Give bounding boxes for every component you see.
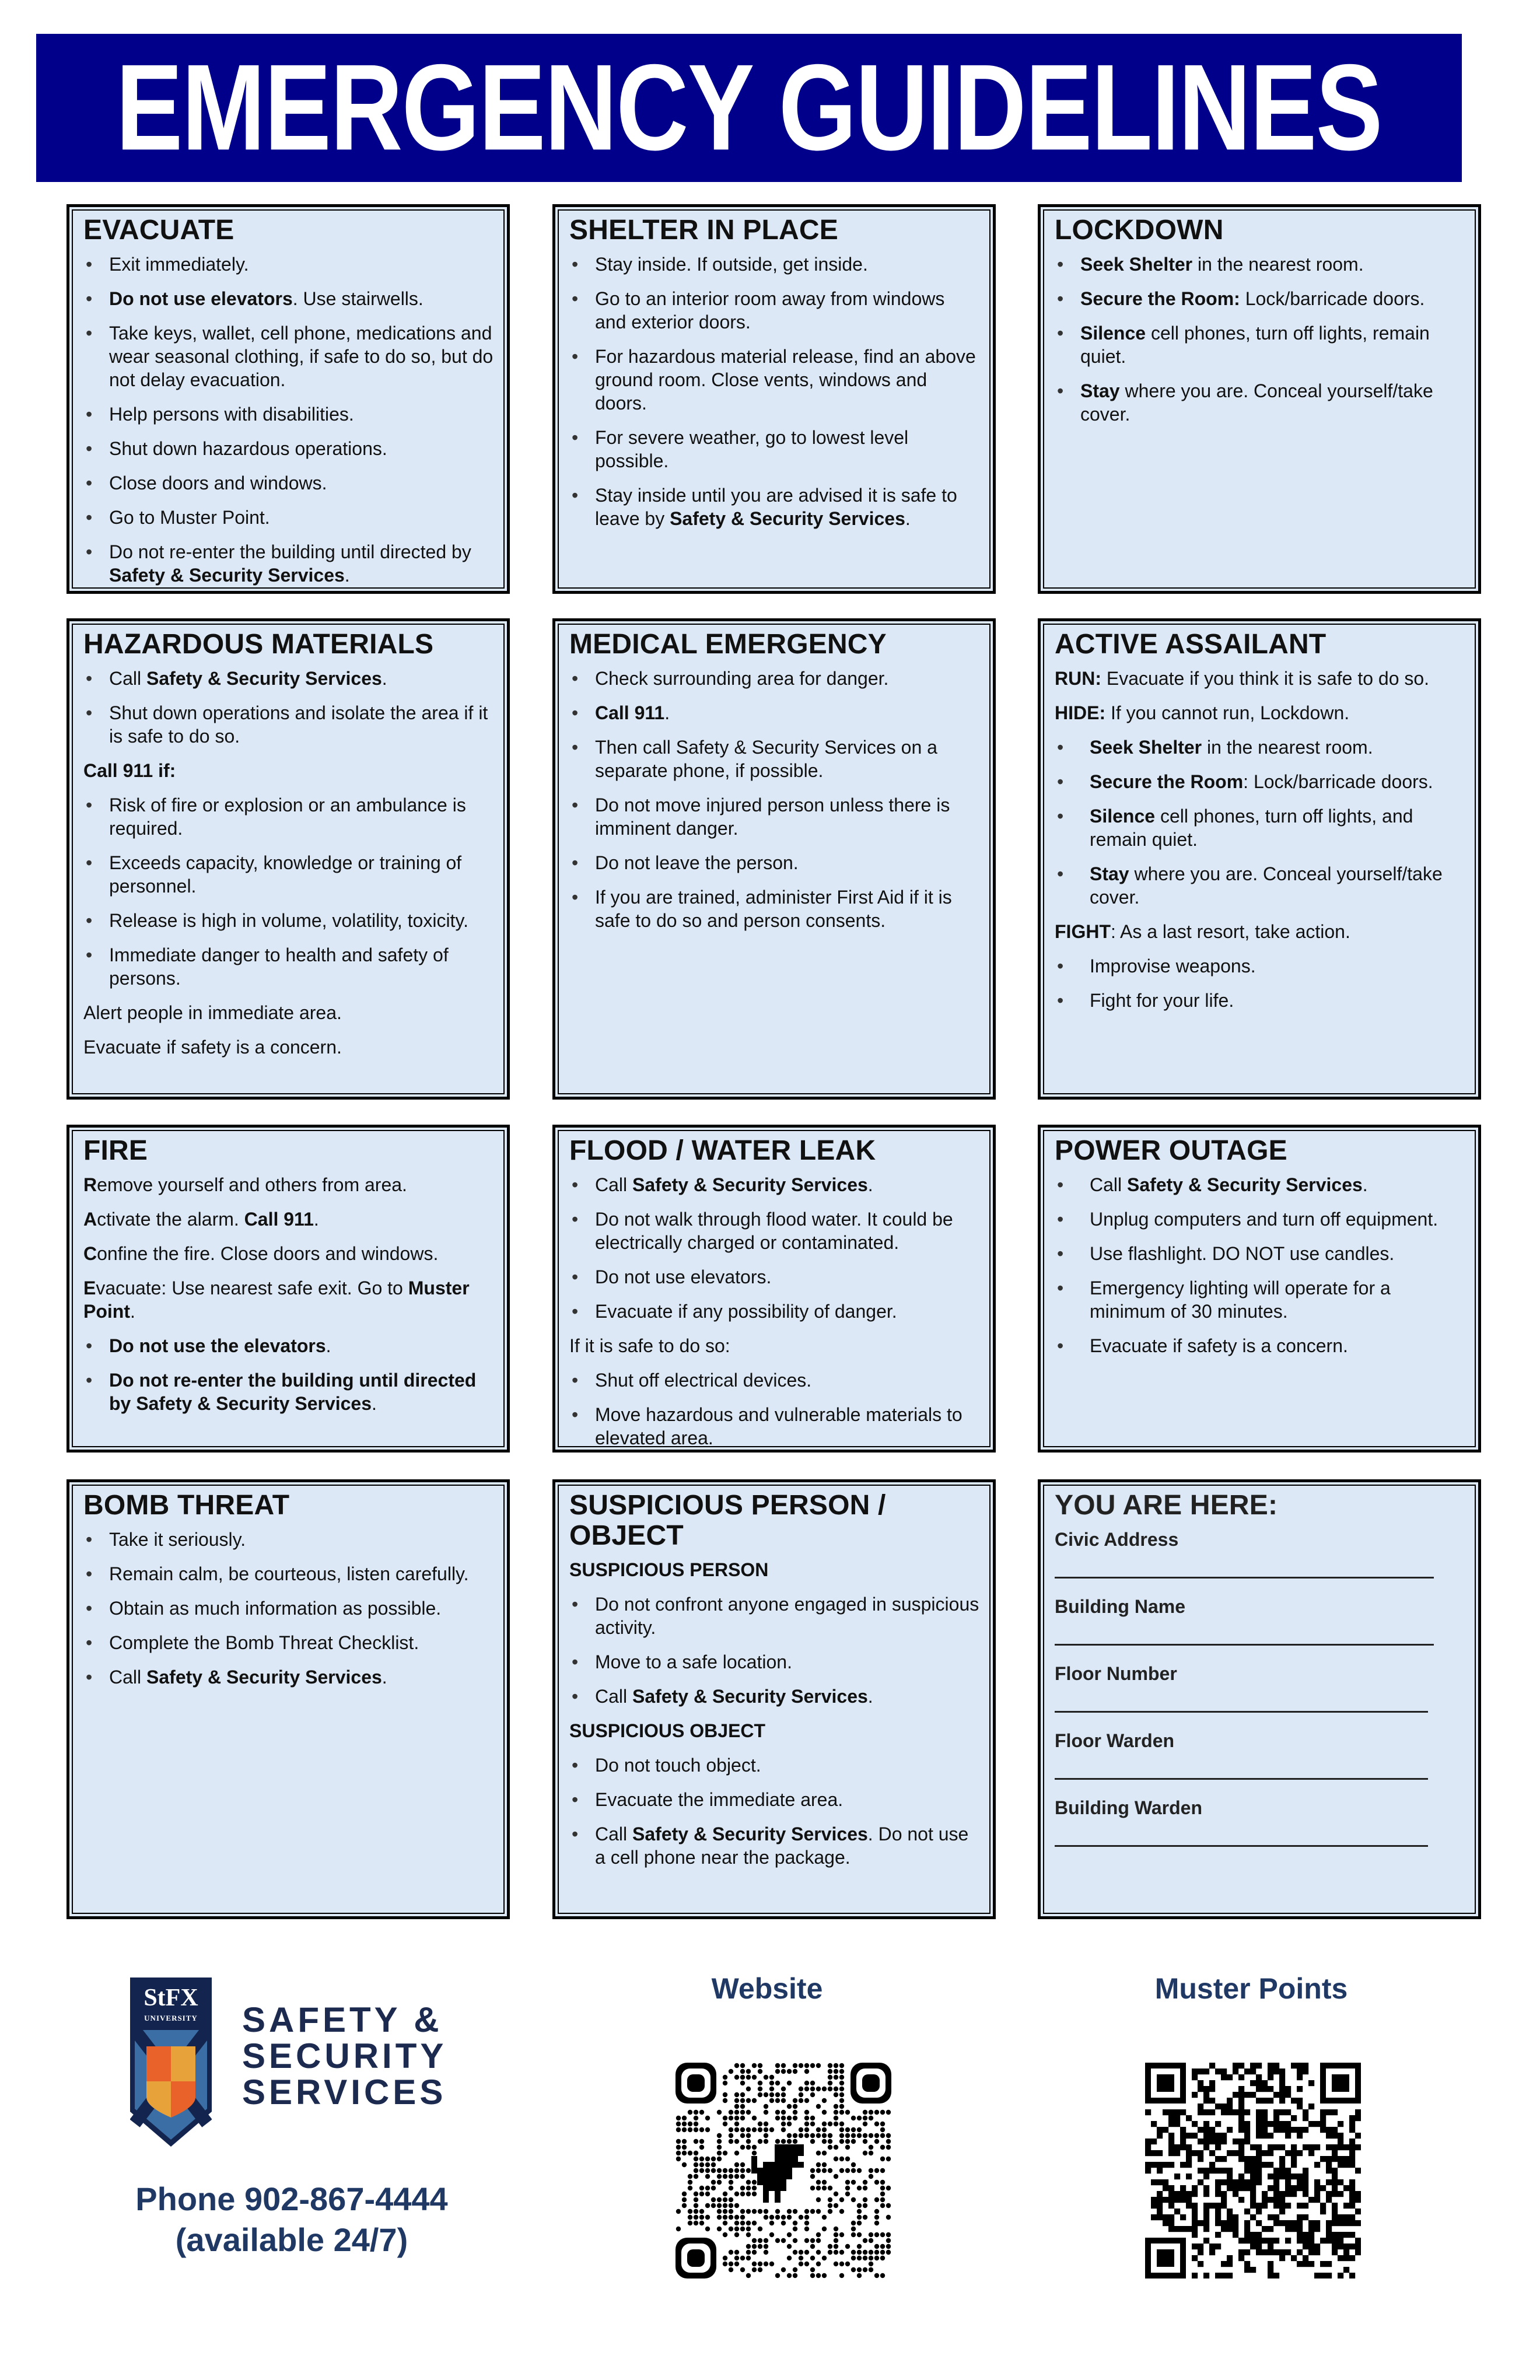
- title-banner: [36, 34, 1462, 182]
- item-text: cell phones, turn off lights, and remain quiet.: [1090, 805, 1413, 850]
- item-text: Call: [595, 1823, 633, 1845]
- list-item: [83, 253, 494, 276]
- phone-number[interactable]: Phone 902-867-4444: [135, 2180, 448, 2217]
- item-text: Shut off electrical devices.: [595, 1369, 812, 1391]
- list-item: [83, 471, 494, 495]
- panel-title: YOU ARE HERE:: [1055, 1490, 1278, 1521]
- race-line: [83, 1242, 494, 1265]
- suspicious-panel: [552, 1479, 996, 1919]
- list-item: [569, 667, 980, 690]
- stfx-shield-icon: [130, 1978, 212, 2147]
- bold-text: Call 911: [244, 1208, 314, 1230]
- list-item: [569, 1650, 980, 1674]
- item-text: Remain calm, be courteous, listen carefully.: [109, 1563, 469, 1584]
- list-item: [1055, 253, 1465, 276]
- race-initial: E: [83, 1277, 96, 1298]
- bold-text: Safety & Security Services: [109, 564, 345, 586]
- list-item: [569, 287, 980, 334]
- website-qr-code[interactable]: [676, 2063, 891, 2278]
- list-item: [83, 1597, 494, 1620]
- run-text: Evacuate if you think it is safe to do so.: [1101, 667, 1430, 689]
- website-label: Website: [711, 1972, 823, 2005]
- location-field-blank[interactable]: [1055, 1845, 1428, 1847]
- suspicious-person-list: [569, 1592, 980, 1708]
- bold-text: Secure the Room: [1090, 771, 1244, 792]
- item-text: Close doors and windows.: [109, 472, 327, 494]
- item-text: Immediate danger to health and safety of persons.: [109, 944, 449, 989]
- list-item: [569, 484, 980, 530]
- list-item: [83, 1665, 494, 1689]
- item-text: Exit immediately.: [109, 253, 249, 275]
- item-text: .: [326, 1335, 331, 1356]
- item-text: Shut down hazardous operations.: [109, 438, 387, 459]
- item-text: Shut down operations and isolate the area if it is safe to do so.: [109, 702, 488, 747]
- item-text: Check surrounding area for danger.: [595, 667, 889, 689]
- list-item: [569, 701, 980, 724]
- lockdown-panel: [1038, 204, 1481, 594]
- hazmat-panel: [66, 618, 510, 1100]
- list-item: [1055, 287, 1465, 310]
- panel-title: POWER OUTAGE: [1055, 1135, 1287, 1166]
- list-item: [83, 851, 494, 898]
- item-text: Use flashlight. DO NOT use candles.: [1090, 1242, 1395, 1264]
- page-title: EMERGENCY GUIDELINES: [116, 39, 1382, 176]
- bomb-panel: [66, 1479, 510, 1919]
- item-text: Evacuate if any possibility of danger.: [595, 1300, 897, 1322]
- power-list: [1055, 1173, 1465, 1357]
- item-text: Call: [109, 667, 147, 689]
- item-text: Risk of fire or explosion or an ambulance is required.: [109, 794, 466, 839]
- item-text: Do not use elevators.: [595, 1266, 772, 1287]
- phone-contact: [82, 2179, 502, 2260]
- list-item: [569, 1822, 980, 1869]
- item-text: Do not leave the person.: [595, 852, 799, 873]
- bold-text: Safety & Security Services: [146, 1666, 382, 1688]
- hide-label: HIDE:: [1055, 702, 1106, 723]
- race-initial: R: [83, 1174, 97, 1195]
- item-text: Stay inside until you are advised it is safe to leave by: [595, 484, 957, 529]
- list-item: [569, 1788, 980, 1811]
- item-text: Go to Muster Point.: [109, 506, 270, 528]
- list-item: [83, 1528, 494, 1551]
- item-text: Exceeds capacity, knowledge or training of personnel.: [109, 852, 462, 897]
- item-text: .: [382, 667, 387, 689]
- item-text: .: [382, 1666, 387, 1688]
- list-item: [83, 667, 494, 690]
- fight-list: [1055, 954, 1465, 1012]
- item-text: Call: [109, 1666, 147, 1688]
- list-item: [1055, 736, 1465, 759]
- race-initial: C: [83, 1242, 97, 1264]
- bold-text: Stay: [1080, 380, 1120, 401]
- item-text: in the nearest room.: [1192, 253, 1364, 275]
- list-item: [569, 886, 980, 932]
- location-fields: [1055, 1528, 1465, 1847]
- item-text: Improvise weapons.: [1090, 955, 1256, 977]
- race-line: [83, 1208, 494, 1231]
- muster-points-qr-code[interactable]: [1145, 2063, 1361, 2278]
- item-text: Stay inside. If outside, get inside.: [595, 253, 868, 275]
- flood-safe-note: If it is safe to do so:: [569, 1335, 730, 1356]
- medical-panel: [552, 618, 996, 1100]
- item-text: If you are trained, administer First Aid if it is safe to do so and person consents.: [595, 886, 952, 931]
- list-item: [83, 701, 494, 748]
- list-item: [569, 1403, 980, 1450]
- item-text: Unplug computers and turn off equipment.: [1090, 1208, 1438, 1230]
- item-text: Do not move injured person unless there is imminent danger.: [595, 794, 950, 839]
- list-item: [1055, 804, 1465, 851]
- panel-title: FLOOD / WATER LEAK: [569, 1135, 876, 1166]
- item-text: .: [867, 1685, 873, 1707]
- list-item: [569, 1592, 980, 1639]
- item-text: cell phones, turn off lights, remain quiet.: [1080, 322, 1430, 367]
- item-text: For hazardous material release, find an above ground room. Close vents, windows and doors.: [595, 345, 976, 414]
- bomb-list: [83, 1528, 494, 1689]
- shelter-list: [569, 253, 980, 530]
- suspicious-person-heading: SUSPICIOUS PERSON: [569, 1559, 769, 1580]
- item-text: Help persons with disabilities.: [109, 403, 354, 425]
- location-field-blank[interactable]: [1055, 1711, 1428, 1713]
- location-panel: [1038, 1479, 1481, 1919]
- bold-text: Stay: [1090, 863, 1129, 884]
- item-text: .: [344, 564, 350, 586]
- fight-label: FIGHT: [1055, 921, 1111, 942]
- item-text: Then call Safety & Security Services on a separate phone, if possible.: [595, 736, 937, 781]
- bold-text: Muster Point: [83, 1277, 470, 1322]
- item-text: Do not re-enter the building until directed by: [109, 541, 471, 562]
- fight-line: [1055, 920, 1465, 943]
- bold-text: Secure the Room:: [1080, 288, 1240, 309]
- item-text: .: [1362, 1174, 1368, 1195]
- assailant-panel: [1038, 618, 1481, 1100]
- list-item: [83, 1368, 494, 1415]
- list-item: [1055, 862, 1465, 909]
- item-text: Do not confront anyone engaged in suspicious activity.: [595, 1593, 979, 1638]
- list-item: [83, 793, 494, 840]
- list-item: [83, 943, 494, 990]
- item-text: where you are. Conceal yourself/take cover.: [1080, 380, 1433, 425]
- dinosaur-icon: [751, 2144, 804, 2203]
- race-line: [83, 1276, 494, 1323]
- bold-text: Do not re-enter the building until directed by Safety & Security Services: [109, 1369, 477, 1414]
- bold-text: Silence: [1080, 322, 1146, 344]
- list-item: [569, 1754, 980, 1777]
- item-text: emove yourself and others from area.: [97, 1174, 407, 1195]
- item-text: Call: [595, 1685, 633, 1707]
- location-field-blank[interactable]: [1055, 1644, 1434, 1646]
- list-item: [1055, 989, 1465, 1012]
- list-item: [83, 1562, 494, 1586]
- logo-wordmark: StFX: [144, 1985, 198, 2011]
- evacuate-list: [83, 253, 494, 587]
- hide-text: If you cannot run, Lockdown.: [1105, 702, 1350, 723]
- power-panel: [1038, 1125, 1481, 1452]
- list-item: [83, 1631, 494, 1654]
- evacuate-panel: [66, 204, 510, 594]
- location-field-label: Floor Number: [1055, 1662, 1177, 1684]
- fire-list: [83, 1334, 494, 1415]
- bold-text: Do not use the elevators: [109, 1335, 326, 1356]
- item-text: For severe weather, go to lowest level possible.: [595, 426, 909, 471]
- list-item: [83, 321, 494, 391]
- logo-university: UNIVERSITY: [144, 2014, 198, 2022]
- item-text: Call: [1090, 1174, 1128, 1195]
- logo-line-3: SERVICES: [242, 2073, 447, 2112]
- item-text: Move to a safe location.: [595, 1651, 792, 1672]
- hide-list: [1055, 736, 1465, 909]
- list-item: [569, 736, 980, 782]
- panel-title: EVACUATE: [83, 215, 235, 246]
- fight-text: : As a last resort, take action.: [1110, 921, 1350, 942]
- list-item: [569, 1173, 980, 1196]
- list-item: [569, 851, 980, 874]
- panel-title: SUSPICIOUS PERSON / OBJECT: [569, 1490, 886, 1551]
- item-text: .: [313, 1208, 319, 1230]
- muster-points-label: Muster Points: [1154, 1972, 1348, 2005]
- list-item: [569, 1368, 980, 1392]
- item-text: .: [905, 508, 911, 529]
- location-field-label: Building Name: [1055, 1595, 1186, 1617]
- list-item: [569, 1208, 980, 1254]
- list-item: [1055, 1242, 1465, 1265]
- bold-text: Safety & Security Services: [632, 1823, 868, 1845]
- lockdown-list: [1055, 253, 1465, 426]
- item-text: onfine the fire. Close doors and windows.: [97, 1242, 439, 1264]
- item-text: Do not touch object.: [595, 1754, 761, 1776]
- bold-text: Safety & Security Services: [1127, 1174, 1363, 1195]
- bold-text: Safety & Security Services: [670, 508, 905, 529]
- list-item: [83, 1334, 494, 1357]
- logo-text: [242, 2002, 447, 2110]
- list-item: [83, 909, 494, 932]
- bold-text: Safety & Security Services: [632, 1685, 868, 1707]
- item-text: .: [372, 1392, 377, 1414]
- medical-list: [569, 667, 980, 932]
- list-item: [1055, 770, 1465, 793]
- item-text: Evacuate the immediate area.: [595, 1788, 844, 1810]
- list-item: [569, 345, 980, 415]
- list-item: [569, 1685, 980, 1708]
- item-text: Call: [595, 1174, 633, 1195]
- list-item: [1055, 1334, 1465, 1357]
- item-text: . Do not use a cell phone near the package.: [595, 1823, 969, 1868]
- item-text: : Lock/barricade doors.: [1243, 771, 1433, 792]
- list-item: [569, 426, 980, 473]
- list-item: [83, 402, 494, 426]
- item-text: Lock/barricade doors.: [1240, 288, 1425, 309]
- list-item: [569, 253, 980, 276]
- item-text: .: [708, 1427, 713, 1448]
- shelter-panel: [552, 204, 996, 594]
- item-text: Take it seriously.: [109, 1528, 246, 1550]
- call-911-heading: Call 911 if:: [83, 760, 176, 781]
- hazmat-list-1: [83, 667, 494, 748]
- list-item: [83, 540, 494, 587]
- list-item: [1055, 321, 1465, 368]
- item-text: . Use stairwells.: [292, 288, 424, 309]
- list-item: [1055, 1208, 1465, 1231]
- item-text: Take keys, wallet, cell phone, medications and wear seasonal clothing, if safe to do so, but do not delay evacuation.: [109, 322, 494, 390]
- bold-text: Call 911: [595, 702, 665, 723]
- fire-panel: [66, 1125, 510, 1452]
- panel-title: MEDICAL EMERGENCY: [569, 629, 887, 660]
- bold-text: Seek Shelter: [1090, 736, 1202, 758]
- item-text: .: [664, 702, 670, 723]
- item-text: .: [867, 1174, 873, 1195]
- list-item: [83, 287, 494, 310]
- race-lines: [83, 1173, 494, 1323]
- flood-panel: [552, 1125, 996, 1452]
- item-text: where you are. Conceal yourself/take cover.: [1090, 863, 1443, 908]
- list-item: [569, 1265, 980, 1289]
- location-field-label: Civic Address: [1055, 1528, 1179, 1550]
- list-item: [1055, 954, 1465, 978]
- list-item: [1055, 379, 1465, 426]
- item-text: in the nearest room.: [1202, 736, 1373, 758]
- item-text: Move hazardous and vulnerable materials to elevated area: [595, 1404, 963, 1448]
- list-item: [1055, 1276, 1465, 1323]
- item-text: .: [130, 1300, 135, 1322]
- item-text: Fight for your life.: [1090, 989, 1234, 1011]
- panel-title: SHELTER IN PLACE: [569, 215, 839, 246]
- suspicious-object-list: [569, 1754, 980, 1869]
- logo-line-1: SAFETY &: [242, 2000, 443, 2039]
- item-text: ctivate the alarm.: [97, 1208, 244, 1230]
- hazmat-list-2: [83, 793, 494, 990]
- bold-text: Seek Shelter: [1080, 253, 1193, 275]
- list-item: [83, 506, 494, 529]
- bold-text: Safety & Security Services: [146, 667, 382, 689]
- location-field-blank[interactable]: [1055, 1577, 1434, 1578]
- panel-title: BOMB THREAT: [83, 1490, 290, 1521]
- logo-line-2: SECURITY: [242, 2036, 447, 2076]
- suspicious-object-heading: SUSPICIOUS OBJECT: [569, 1720, 766, 1741]
- item-text: Release is high in volume, volatility, toxicity.: [109, 909, 468, 931]
- item-text: Evacuate if safety is a concern.: [1090, 1335, 1348, 1356]
- hide-line: [1055, 701, 1465, 724]
- panel-title: LOCKDOWN: [1055, 215, 1224, 246]
- item-text: Emergency lighting will operate for a minimum of 30 minutes.: [1090, 1277, 1391, 1322]
- race-initial: A: [83, 1208, 97, 1230]
- item-text: Obtain as much information as possible.: [109, 1597, 442, 1619]
- stfx-safety-logo: [125, 1978, 464, 2147]
- flood-list-2: [569, 1368, 980, 1450]
- bold-text: Do not use elevators: [109, 288, 293, 309]
- location-field-label: Floor Warden: [1055, 1730, 1175, 1751]
- panel-title: ACTIVE ASSAILANT: [1055, 629, 1326, 660]
- panel-title: FIRE: [83, 1135, 148, 1166]
- hazmat-evacuate: Evacuate if safety is a concern.: [83, 1036, 342, 1058]
- availability-note: (available 24/7): [175, 2221, 408, 2258]
- item-text: vacuate: Use nearest safe exit. Go to: [96, 1277, 408, 1298]
- hazmat-alert: Alert people in immediate area.: [83, 1002, 342, 1023]
- item-text: Do not walk through flood water. It could be electrically charged or contaminated.: [595, 1208, 953, 1253]
- item-text: Complete the Bomb Threat Checklist.: [109, 1632, 419, 1653]
- flood-list-1: [569, 1173, 980, 1323]
- race-line: [83, 1173, 494, 1196]
- list-item: [1055, 1173, 1465, 1196]
- panel-title: HAZARDOUS MATERIALS: [83, 629, 434, 660]
- list-item: [569, 793, 980, 840]
- run-label: RUN:: [1055, 667, 1101, 689]
- item-text: Go to an interior room away from windows and exterior doors.: [595, 288, 945, 332]
- list-item: [569, 1300, 980, 1323]
- bold-text: Safety & Security Services: [632, 1174, 868, 1195]
- run-line: [1055, 667, 1465, 690]
- location-field-label: Building Warden: [1055, 1797, 1203, 1818]
- location-field-blank[interactable]: [1055, 1778, 1428, 1780]
- bold-text: Silence: [1090, 805, 1156, 827]
- list-item: [83, 437, 494, 460]
